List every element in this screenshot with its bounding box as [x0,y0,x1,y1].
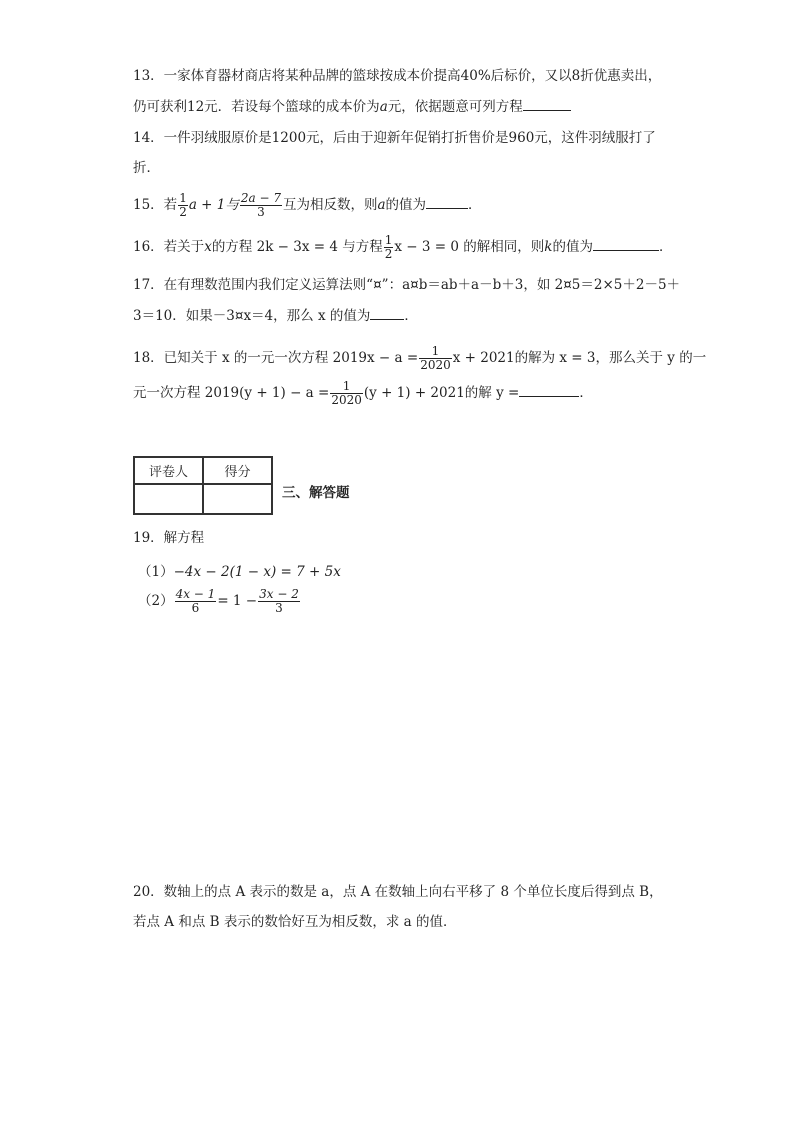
q13-line2 [133,98,663,115]
answer-blank[interactable] [370,307,404,320]
q15-frac1-num: 1 [179,191,187,205]
q17-line2 [133,307,663,324]
q16-prefix: 16．若关于 [133,239,205,255]
q16-fraction [384,234,394,261]
q19-p2-den1: 6 [191,601,200,615]
q15-var: a [377,197,386,213]
q18-frac1-num: 1 [419,345,452,359]
q16-var-k: k [544,239,553,255]
q15-term1: a + 1与 [188,197,239,213]
q18-frac2-num: 1 [330,380,363,394]
q16-var-x: x [204,239,212,255]
q18-fraction-2 [330,380,363,407]
score-cell[interactable] [203,484,272,514]
q16-eq1: 的方程 2k − 3x = 4 与方程 [211,239,383,255]
q17-line2-text: 3＝10．如果－3¤x＝4，那么 x 的值为 [133,308,371,324]
q19-p1-equation: −4x − 2(1 − x) = 7 + 5x [173,564,341,580]
q15-frac1-den: 2 [179,205,187,219]
q16-frac-num: 1 [384,233,393,247]
q17-line1: 17．在有理数范围内我们定义运算法则“¤”：a¤b＝ab＋a－b＋3，如 2¤5＝2×5＋2－5＋ [133,277,681,293]
q13-line1: 13．一家体育器材商店将某种品牌的篮球按成本价提高40%后标价，又以8折优惠卖出， [133,68,662,84]
question-14 [133,130,663,176]
q16-frac-den: 2 [384,247,393,261]
question-19-part-2 [138,588,301,615]
q18-line2 [133,380,663,407]
q19-p2-mid: = 1 − [217,593,258,609]
answer-blank[interactable] [426,196,468,209]
q18-prefix: 18．已知关于 x 的一元一次方程 2019x − a = [133,350,419,366]
q16-suffix: 的值为 [552,239,593,255]
q14-line1: 14．一件羽绒服原价是1200元，后由于迎新年促销打折售价是960元，这件羽绒服打了 [133,130,656,146]
q19-p1-label: （1） [138,564,174,580]
answer-blank[interactable] [523,98,571,111]
q18-line2-middle: (y + 1) + 2021的解 y = [363,385,520,401]
question-20 [133,884,663,930]
q19-p2-fraction-2 [258,588,300,615]
question-18 [133,344,707,407]
q19-p2-num2: 3x − 2 [259,587,299,601]
q16-eq2: x − 3 = 0 的解相同，则 [394,239,545,255]
q13-line2-b: 元，依据题意可列方程 [387,99,523,115]
q16-end: ． [658,239,673,255]
q15-fraction-1 [178,192,188,219]
q19-p2-fraction-1 [175,588,217,615]
section-title: 三、解答题 [282,485,350,501]
question-15 [133,192,663,219]
answer-blank[interactable] [593,238,659,251]
question-17 [133,277,681,324]
q15-end: ． [468,197,482,213]
grader-cell[interactable] [134,484,203,514]
question-19-part-1 [138,560,341,580]
q18-fraction-1 [419,345,452,372]
q15-prefix: 15．若 [133,197,178,213]
q13-line2-a: 仍可获利12元．若设每个篮球的成本价为 [133,99,380,115]
q18-line1 [133,344,707,372]
grader-header: 评卷人 [134,457,203,484]
q20-line2: 若点 A 和点 B 表示的数恰好互为相反数，求 a 的值． [133,914,457,930]
q20-line1: 20．数轴上的点 A 表示的数是 a，点 A 在数轴上向右平移了 8 个单位长度后得到点 B， [133,884,663,900]
q15-frac2-num: 2a − 7 [240,191,281,205]
q15-frac2-den: 3 [257,205,265,219]
q18-end: ． [579,385,593,401]
q14-line2: 折． [133,160,160,176]
score-table [133,456,273,515]
q18-middle: x + 2021的解为 x = 3，那么关于 y 的一 [452,350,707,366]
q15-middle: 互为相反数，则 [282,197,378,213]
q15-fraction-2 [240,192,282,219]
q15-suffix: 的值为 [385,197,427,213]
question-19-title: 19．解方程 [133,530,205,546]
q18-frac2-den: 2020 [331,393,362,407]
answer-blank[interactable] [519,384,579,397]
score-header: 得分 [203,457,272,484]
q17-end: ． [404,308,418,324]
q19-p2-num1: 4x − 1 [175,587,216,601]
question-16 [133,233,673,261]
q18-frac1-den: 2020 [420,358,451,372]
q19-p2-label: （2） [138,593,174,609]
q13-var-a: a [379,99,388,115]
q18-line2-prefix: 元一次方程 2019(y + 1) − a = [133,385,330,401]
q19-p2-den2: 3 [275,601,283,615]
question-13 [133,68,663,115]
